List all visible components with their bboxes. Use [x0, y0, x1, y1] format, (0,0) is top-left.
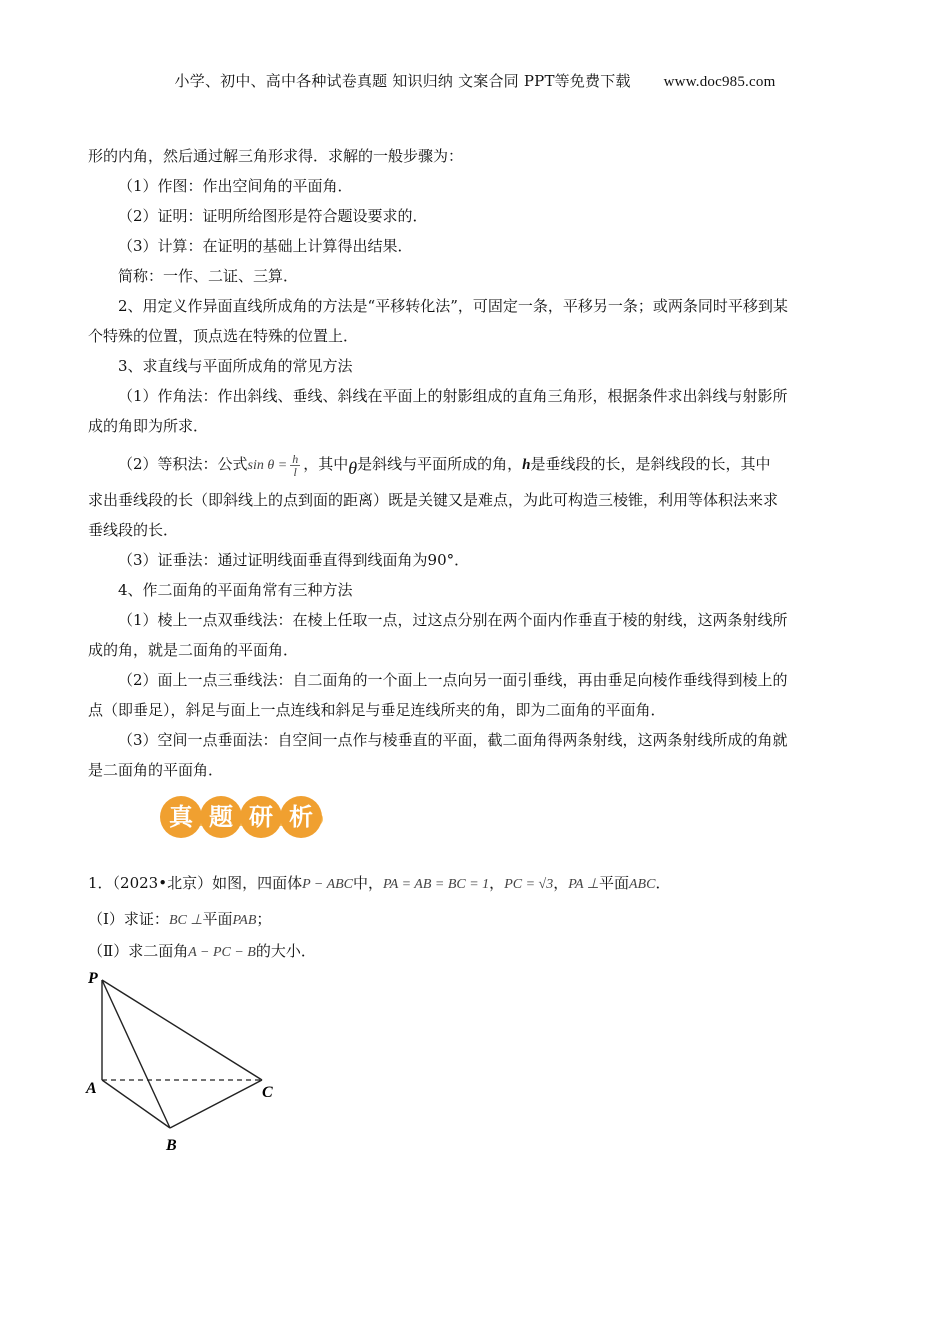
formula-sin: sin θ =: [247, 458, 288, 473]
method-3-1-cont: 成的角即为所求．: [88, 417, 209, 435]
math-equal-lengths: PA = AB = BC = 1: [383, 877, 490, 892]
method-2: 2、用定义作异面直线所成角的方法是“平移转化法”，可固定一条，平移另一条；或两条同时平移到某: [118, 297, 788, 315]
paragraph-line: 形的内角，然后通过解三角形求得．求解的一般步骤为：: [88, 147, 464, 165]
edge-pc: [102, 980, 262, 1080]
text-segment: 中，: [353, 874, 384, 892]
text-segment: 是斜线与平面所成的角，: [357, 455, 523, 473]
method-4-2-cont: 点（即垂足），斜足与面上一点连线和斜足与垂足连线所夹的角，即为二面角的平面角．: [88, 701, 666, 719]
math-plane-pab: PAB: [232, 913, 257, 928]
question-2: [88, 940, 868, 961]
method-3-2-end: 垂线段的长．: [88, 521, 179, 539]
math-dihedral: A − PC − B: [188, 945, 256, 960]
method-3-1: （1）作角法：作出斜线、垂线、斜线在平面上的射影组成的直角三角形，根据条件求出斜线与射影所: [118, 387, 788, 405]
fraction-denominator: l: [293, 464, 297, 479]
method-3-2-cont: 求出垂线段的长（即斜线上的点到面的距离）既是关键又是难点，为此可构造三棱锥，利用等体积法来求: [88, 491, 779, 509]
badge-circle: [200, 796, 242, 838]
text-segment: （Ⅱ）求二面角: [88, 942, 189, 960]
method-3-title: 3、求直线与平面所成角的常见方法: [118, 357, 353, 375]
text-segment: 的大小．: [255, 942, 316, 960]
text-segment: 1．（2023•北京）如图，四面体: [88, 874, 303, 892]
label-a: A: [86, 1080, 97, 1097]
method-4-3: （3）空间一点垂面法：自空间一点作与棱垂直的平面，截二面角得两条射线，这两条射线所成的角就: [118, 731, 788, 749]
method-4-1: （1）棱上一点双垂线法：在棱上任取一点，过这点分别在两个面内作垂直于棱的射线，这两条射线所: [118, 611, 788, 629]
method-4-1-cont: 成的角，就是二面角的平面角．: [88, 641, 299, 659]
math-bc-perp: BC ⊥: [168, 913, 203, 928]
method-4-3-cont: 是二面角的平面角．: [88, 761, 224, 779]
step-2: （2）证明：证明所给图形是符合题设要求的．: [118, 207, 428, 225]
h-symbol: h: [522, 457, 531, 473]
header-site: www.doc985.com: [663, 74, 776, 90]
question-1: [88, 908, 868, 929]
text-segment: ，其中: [303, 455, 349, 473]
badge-circle: [160, 796, 202, 838]
badge-char-1: 真: [169, 803, 193, 831]
math-tetrahedron: P − ABC: [302, 877, 354, 892]
badge-char-4: 析: [289, 803, 313, 831]
edge-ab: [102, 1080, 170, 1128]
header-text: 小学、初中、高中各种试卷真题 知识归纳 文案合同 PPT等免费下载: [174, 72, 631, 90]
math-plane-abc: ABC: [629, 877, 656, 892]
theta-symbol: θ: [348, 458, 358, 478]
method-4-title: 4、作二面角的平面角常有三种方法: [118, 581, 353, 599]
edge-bc: [170, 1080, 262, 1128]
math-perpendicular: PA ⊥: [568, 877, 599, 892]
label-p: P: [88, 970, 98, 987]
section-badge: [157, 794, 327, 840]
text-segment: ，: [489, 874, 505, 892]
method-3-3: （3）证垂法：通过证明线面垂直得到线面角为90°．: [118, 551, 470, 569]
text-segment: ．: [655, 874, 671, 892]
method-2-cont: 个特殊的位置，顶点选在特殊的位置上．: [88, 327, 359, 345]
text-segment: ，: [553, 874, 569, 892]
step-3: （3）计算：在证明的基础上计算得出结果．: [118, 237, 413, 255]
text-segment: 是垂线段的长，是斜线段的长，其中: [530, 455, 771, 473]
summary: 简称：一作、二证、三算．: [118, 267, 299, 285]
badge-circle: [240, 796, 282, 838]
text-segment: （Ⅰ）求证：: [88, 910, 169, 928]
label-b: B: [166, 1137, 177, 1154]
text-segment: 平面: [202, 910, 233, 928]
page-header: [0, 70, 950, 91]
label-c: C: [262, 1084, 273, 1101]
text-segment: 平面: [598, 874, 629, 892]
body-text: [88, 141, 868, 785]
badge-circle: [280, 796, 322, 838]
fraction-numerator: h: [292, 451, 299, 466]
formula-lead: （2）等积法：公式: [118, 455, 248, 473]
problem-statement: [88, 872, 868, 893]
math-pc-length: PC = √3: [504, 877, 554, 892]
badge-char-3: 研: [249, 803, 273, 831]
edge-pb: [102, 980, 170, 1128]
formula-fraction: [290, 453, 300, 478]
method-3-2: [88, 441, 868, 485]
text-segment: ；: [256, 910, 272, 928]
tetrahedron-figure: [80, 965, 300, 1155]
badge-char-2: 题: [209, 803, 233, 831]
step-1: （1）作图：作出空间角的平面角．: [118, 177, 353, 195]
method-4-2: （2）面上一点三垂线法：自二面角的一个面上一点向另一面引垂线，再由垂足向棱作垂线得到棱上的: [118, 671, 788, 689]
